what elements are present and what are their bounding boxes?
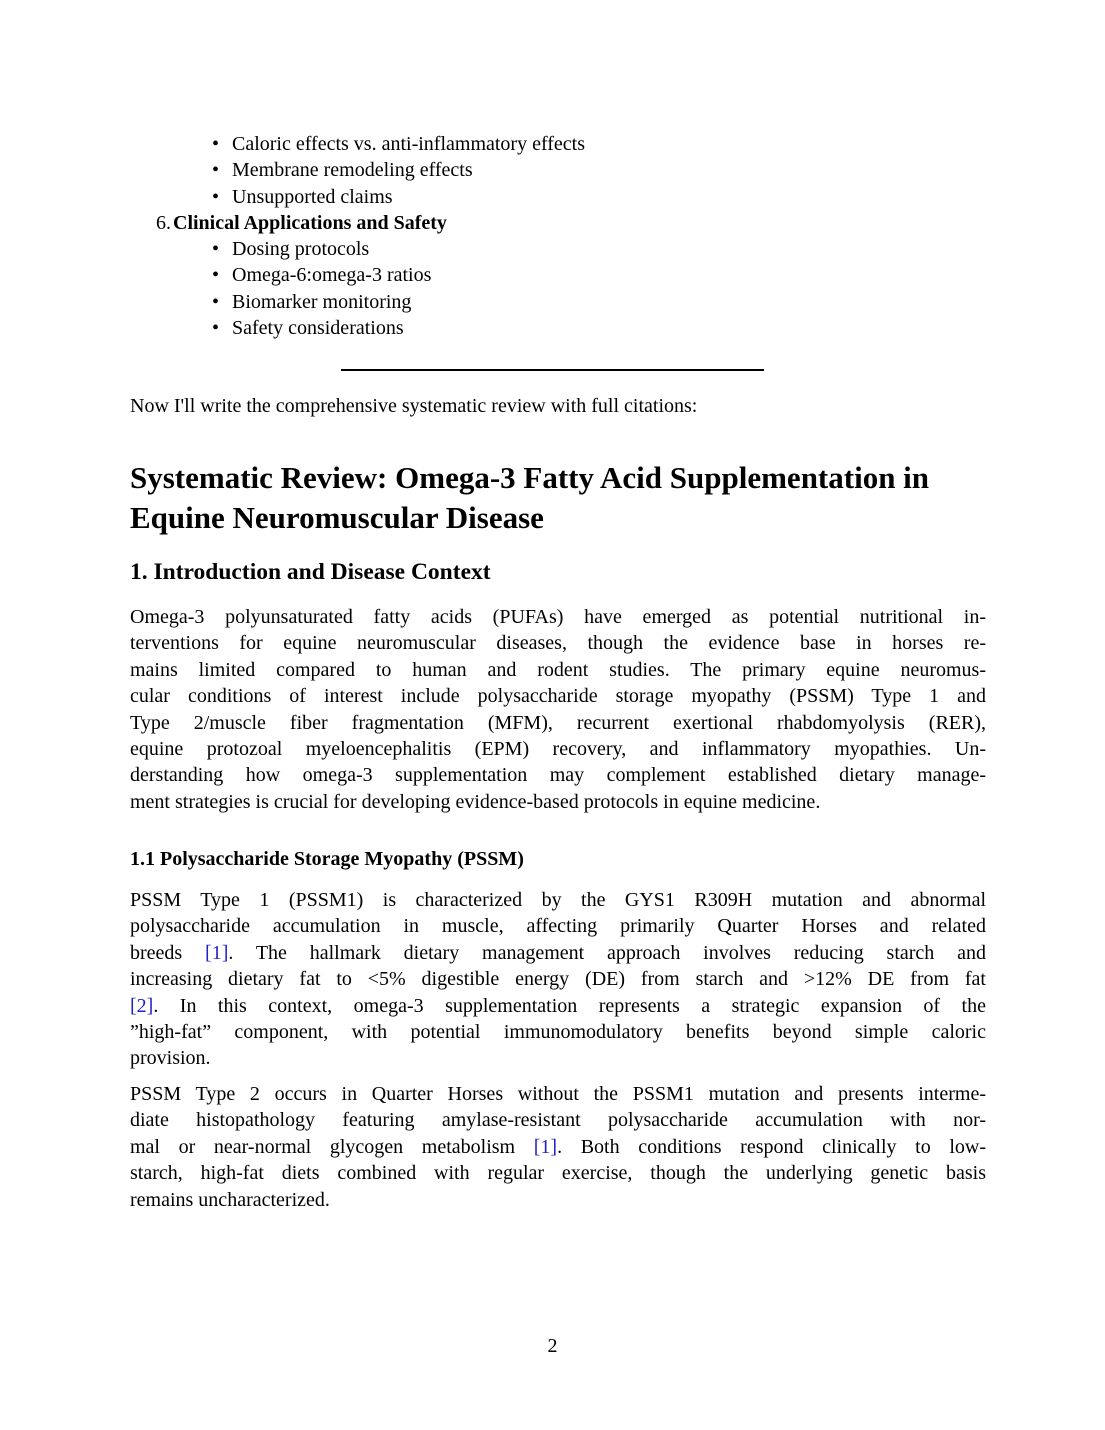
text-line (130, 762, 986, 788)
bullet-icon: • (212, 133, 220, 155)
bullet-text: Omega-6:omega-3 ratios (232, 264, 432, 287)
text-line (130, 657, 986, 683)
outline-bullet-item (130, 262, 986, 288)
text-line (130, 1187, 986, 1213)
bullet-icon: • (212, 317, 220, 340)
text-line (130, 887, 986, 913)
text-line (130, 1019, 986, 1045)
bullet-text: Caloric effects vs. anti-inflammatory effects (232, 133, 586, 155)
bullet-icon: • (212, 290, 220, 313)
citation-link[interactable]: [2] (130, 994, 154, 1017)
text-segment: Omega-3 polyunsaturated fatty acids (PUFAs) have emerged as potential nutritional in- (130, 606, 986, 628)
text-segment: breeds (130, 941, 206, 964)
text-line (130, 1160, 986, 1186)
text-segment: PSSM Type 2 occurs in Quarter Horses without the PSSM1 mutation and presents interme- (130, 1083, 986, 1105)
text-line (130, 913, 986, 939)
text-segment: terventions for equine neuromuscular diseases, though the evidence base in horses re- (130, 632, 986, 655)
outline-bullet-item (130, 131, 986, 157)
bullet-text: Membrane remodeling effects (232, 159, 473, 182)
text-line (130, 736, 986, 762)
intro-paragraph (130, 604, 986, 815)
outline-bullet-item (130, 236, 986, 262)
text-segment: . The hallmark dietary management approach involves reducing starch and (228, 941, 986, 964)
text-segment: ment strategies is crucial for developing evidence-based protocols in equine medicine. (130, 790, 821, 813)
text-line (130, 993, 986, 1019)
horizontal-rule (341, 369, 764, 371)
item-label: Clinical Applications and Safety (173, 211, 447, 234)
subsection-1-1-heading: 1.1 Polysaccharide Storage Myopathy (PSSM) (130, 848, 524, 870)
bullet-icon: • (212, 238, 220, 261)
text-line (130, 1134, 986, 1160)
text-line (130, 1081, 986, 1107)
bullet-text: Biomarker monitoring (232, 290, 412, 313)
bullet-text: Dosing protocols (232, 238, 370, 261)
outline-bullets-item6 (130, 236, 986, 341)
text-line (130, 1107, 986, 1133)
text-line (130, 683, 986, 709)
text-segment: derstanding how omega-3 supplementation may complement established dietary manage- (130, 764, 986, 787)
text-segment: diate histopathology featuring amylase-resistant polysaccharide accumulation with nor- (130, 1109, 986, 1132)
text-line (130, 630, 986, 656)
text-segment: polysaccharide accumulation in muscle, affecting primarily Quarter Horses and related (130, 915, 986, 938)
outline-item-6 (130, 210, 986, 236)
text-line (130, 1045, 986, 1071)
text-segment: cular conditions of interest include polysaccharide storage myopathy (PSSM) Type 1 and (130, 685, 986, 708)
text-segment: mal or near-normal glycogen metabolism (130, 1135, 534, 1158)
outline-bullet-item (130, 289, 986, 315)
text-segment: remains uncharacterized. (130, 1188, 330, 1211)
text-segment: starch, high-fat diets combined with regular exercise, though the underlying genetic basis (130, 1162, 986, 1185)
text-segment: Type 2/muscle fiber fragmentation (MFM), recurrent exertional rhabdomyolysis (RER), (130, 711, 986, 734)
item-number: 6. (156, 211, 171, 234)
bullet-icon: • (212, 185, 220, 208)
outline-bullet-item (130, 157, 986, 183)
bullet-text: Safety considerations (232, 317, 404, 340)
text-line (130, 710, 986, 736)
document-title: Systematic Review: Omega-3 Fatty Acid Supplementation in Equine Neuromuscular Disease (130, 460, 930, 535)
text-segment: ”high-fat” component, with potential immunomodulatory benefits beyond simple caloric (130, 1021, 986, 1044)
text-line (130, 940, 986, 966)
text-segment: mains limited compared to human and rodent studies. The primary equine neuromus- (130, 658, 986, 681)
citation-link[interactable]: [1] (205, 941, 229, 964)
bullet-icon: • (212, 264, 220, 287)
citation-link[interactable]: [1] (533, 1135, 558, 1158)
text-segment: increasing dietary fat to <5% digestible energy (DE) from starch and >12% DE from fat (130, 968, 986, 991)
text-segment: equine protozoal myeloencephalitis (EPM) recovery, and inflammatory myopathies. Un- (130, 738, 986, 761)
text-segment: . Both conditions respond clinically to low- (557, 1135, 986, 1158)
outline-bullet-item (130, 184, 986, 210)
pssm2-paragraph (130, 1081, 986, 1213)
text-line (130, 604, 986, 630)
text-segment: PSSM Type 1 (PSSM1) is characterized by the GYS1 R309H mutation and abnormal (130, 889, 986, 911)
bullet-text: Unsupported claims (232, 185, 393, 208)
bullet-icon: • (212, 159, 220, 182)
text-segment: . In this context, omega-3 supplementation represents a strategic expansion of the (153, 994, 986, 1017)
outline-list (130, 131, 986, 341)
outline-bullet-item (130, 315, 986, 341)
pssm1-paragraph (130, 887, 986, 1072)
outline-bullets-top (130, 131, 986, 210)
text-line (130, 966, 986, 992)
page-number: 2 (547, 1335, 558, 1357)
lead-in-text: Now I'll write the comprehensive systematic review with full citations: (130, 395, 698, 417)
section-1-heading: 1. Introduction and Disease Context (130, 559, 491, 585)
text-line (130, 789, 986, 815)
text-segment: provision. (130, 1047, 211, 1070)
